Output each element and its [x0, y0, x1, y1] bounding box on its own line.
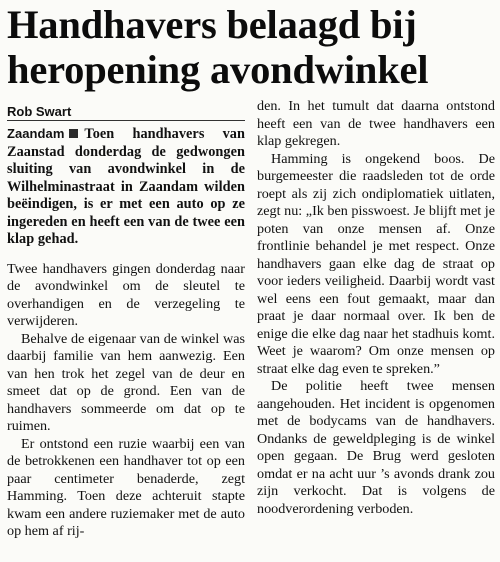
headline-line-1: Handhavers belaagd bij — [7, 2, 417, 47]
body-paragraph: Hamming is ongekend boos. De burgemeester die raadsleden tot de orde roept als zij zich ondiplomatiek uitlaten, zegt nu: „Ik ben pisswoest. Je blijft met je poten van onze mensen af. Onze frontlinie behandel je met respect. Onze handhavers gaan elke dag de straat op voor ieders veiligheid. Daarbij wordt vast wel eens een fout gemaakt, maar dan praat je daar normaal over. Ik ben de enige die elke dag naar het stadhuis komt. Weet je waarom? Om onze mensen op straat elke dag even te spreken.” — [257, 150, 495, 377]
lead-text: Toen handhavers van Zaanstad donderdag de gedwongen sluiting van avondwinkel in de Wilhelminastraat in Zaandam wilden beëindigen, is er met een auto op ze ingereden en heeft een van de twee een klap gehad. — [7, 126, 245, 247]
lead-paragraph — [7, 125, 245, 249]
byline-rule — [7, 101, 245, 121]
article-columns — [7, 98, 495, 541]
headline-line-2: heropening avondwinkel — [7, 47, 429, 92]
body-paragraph: De politie heeft twee mensen aangehouden. Het incident is opgenomen met de bodycams van de handhavers. Ondanks de geweldpleging is de winkel open gegaan. De Brug werd gesloten omdat er na acht uur ’s avonds drank zou zijn verkocht. Dat is volgens de noodverordening verboden. — [257, 378, 495, 517]
square-bullet-icon — [69, 129, 78, 138]
byline: Rob Swart — [7, 104, 72, 119]
headline — [7, 0, 495, 92]
body-paragraph: den. In het tumult dat daarna ontstond heeft een van de twee handhavers een klap gekregen. — [257, 98, 495, 149]
column-left — [7, 101, 245, 541]
body-paragraph: Behalve de eigenaar van de winkel was daarbij familie van hem aanwezig. Een van hen trok het zegel van de deur en smeet dat op de grond. Een van de handhavers sommeerde om dat op te ruimen. — [7, 330, 245, 434]
body-paragraph: Er ontstond een ruzie waarbij een van de betrokkenen een handhaver tot op een paar centimeter benaderde, zegt Hamming. Toen deze achteruit stapte kwam een andere ruziemaker met de auto op hem af rij- — [7, 435, 245, 539]
column-right — [257, 98, 495, 541]
dateline: Zaandam — [7, 126, 65, 141]
body-paragraph: Twee handhavers gingen donderdag naar de avondwinkel om de sleutel te overhandigen en de verzegeling te verwijderen. — [7, 260, 245, 329]
